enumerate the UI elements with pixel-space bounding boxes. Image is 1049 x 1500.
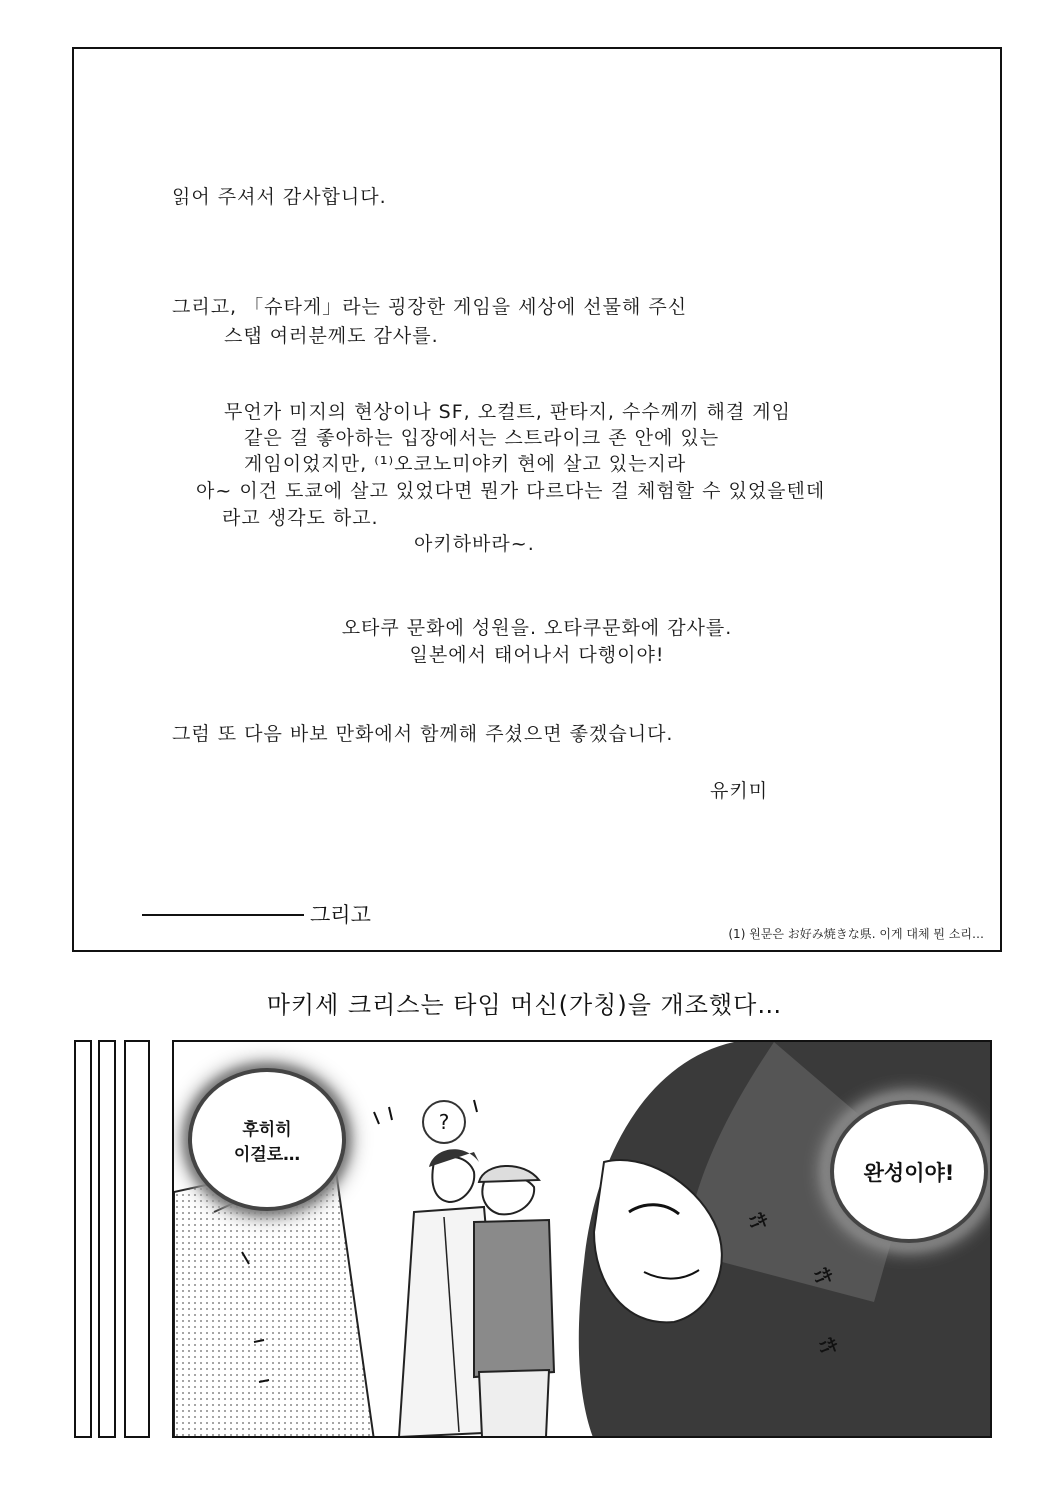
staff-line-1: 그리고, 「슈타게」라는 굉장한 게임을 세상에 선물해 주신 bbox=[172, 296, 688, 318]
speech-bubble-right: 완성이야! bbox=[834, 1104, 984, 1239]
akihabara-line: 아키하바라~. bbox=[414, 533, 535, 555]
footnote: (1) 원문은 お好み焼きな県. 이게 대체 뭔 소리… bbox=[728, 927, 984, 941]
paragraph-line-5: 라고 생각도 하고. bbox=[222, 507, 379, 529]
otaku-culture-line: 오타쿠 문화에 성원을. 오타쿠문화에 감사를. bbox=[341, 617, 733, 639]
closing-line: 그럼 또 다음 바보 만화에서 함께해 주셨으면 좋겠습니다. bbox=[172, 723, 674, 745]
afterword-frame bbox=[72, 47, 1002, 952]
author-name: 유키미 bbox=[710, 780, 769, 802]
sfx-label: ﾆｷ bbox=[812, 1264, 835, 1289]
japan-line: 일본에서 태어나서 다행이야! bbox=[409, 644, 665, 666]
thanks-line: 읽어 주셔서 감사합니다. bbox=[172, 186, 387, 208]
paragraph-line-1: 무언가 미지의 현상이나 SF, 오컬트, 판타지, 수수께끼 해결 게임 bbox=[224, 401, 791, 423]
daru-body bbox=[474, 1220, 554, 1377]
panel-strip bbox=[98, 1040, 116, 1438]
signoff-text: 그리고 bbox=[310, 903, 371, 927]
panel-strip bbox=[124, 1040, 150, 1438]
paragraph-line-2: 같은 걸 좋아하는 입장에서는 스트라이크 존 안에 있는 bbox=[244, 427, 720, 449]
panel-strip bbox=[74, 1040, 92, 1438]
sfx-label: ﾆｷ bbox=[817, 1334, 840, 1359]
manga-panel bbox=[172, 1040, 992, 1438]
signoff-rule bbox=[142, 914, 304, 916]
paragraph-line-4: 아~ 이건 도쿄에 살고 있었다면 뭔가 다르다는 걸 체험할 수 있었을텐데 bbox=[196, 480, 826, 502]
question-bubble: ? bbox=[422, 1100, 466, 1144]
speech-bubble-left: 후히히 이걸로… bbox=[192, 1072, 342, 1207]
chapter-caption: 마키세 크리스는 타임 머신(가칭)을 개조했다… bbox=[266, 991, 783, 1019]
paragraph-line-3: 게임이었지만, ⁽¹⁾오코노미야키 현에 살고 있는지라 bbox=[244, 453, 687, 475]
sfx-label: ﾆｷ bbox=[747, 1209, 770, 1234]
staff-line-2: 스탭 여러분께도 감사를. bbox=[224, 325, 439, 347]
